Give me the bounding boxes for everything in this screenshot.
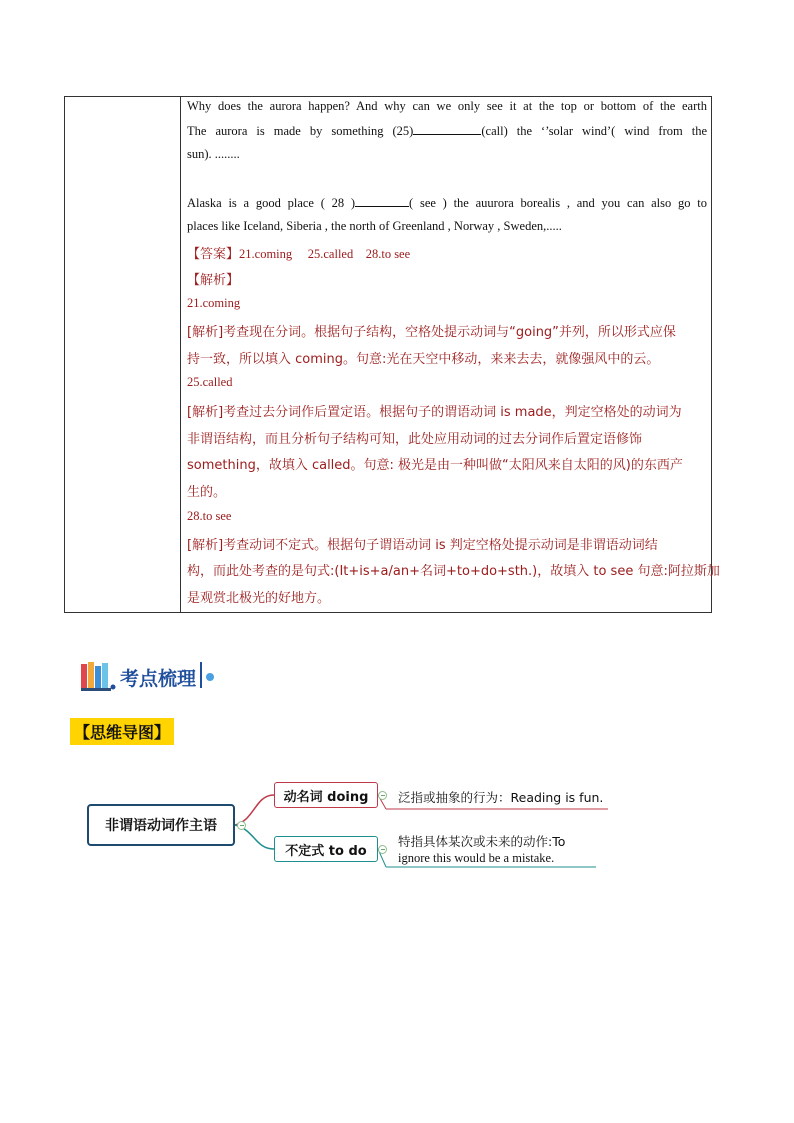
books-icon (80, 660, 116, 692)
mind-map-root: 非谓语动词作主语 (87, 804, 235, 846)
question-text: (call) the ‘’solar wind’( wind from the (481, 124, 708, 138)
question-text: Alaska is a good place ( 28 ) (187, 196, 356, 210)
mind-map-leaf-infinitive-line2: ignore this would be a mistake. (398, 851, 555, 865)
mindmap-label: 【思维导图】 (70, 718, 174, 745)
section-title: 考点梳理 (120, 668, 197, 690)
collapse-toggle-icon[interactable] (237, 821, 246, 830)
question-line-blank-25 (187, 123, 707, 139)
analysis-25-head: 25.called (187, 375, 233, 389)
title-bar-decoration (200, 662, 202, 688)
question-text: ( see ) the auurora borealis , and you can also go to (409, 196, 707, 210)
analysis-28-head: 28.to see (187, 509, 232, 523)
analysis-label: 【解析】 (187, 273, 240, 288)
analysis-21-line2: 持一致，所以填入 coming。句意:光在天空中移动，来来去去，就像强风中的云。 (187, 352, 660, 367)
analysis-28-line3: 是观赏北极光的好地方。 (187, 591, 331, 606)
analysis-25-line3: something，故填入 called。句意: 极光是由一种叫做“太阳风来自太阳的风)的东西产 (187, 458, 683, 473)
blank-28 (355, 195, 409, 207)
mind-map-leaf-gerund: 泛指或抽象的行为：Reading is fun. (398, 790, 604, 805)
answer-line (187, 243, 707, 262)
question-line: Why does the aurora happen? And why can we only see it at the top or bottom of the earth (187, 99, 707, 113)
blank-25 (413, 123, 481, 135)
answer-values: 21.coming 25.called 28.to see (239, 247, 411, 261)
analysis-28-line1: [解析]考查动词不定式。根据句子谓语动词 is 判定空格处提示动词是非谓语动词结 (187, 538, 658, 553)
question-line: sun). ........ (187, 147, 240, 161)
analysis-25-line1: [解析]考查过去分词作后置定语。根据句子的谓语动词 is made，判定空格处的动词为 (187, 405, 682, 420)
table-left-cell (65, 97, 181, 612)
question-text: The aurora is made by something (25) (187, 124, 414, 138)
question-line: places like Iceland, Siberia , the north of Greenland , Norway , Sweden,..... (187, 219, 562, 233)
analysis-21-head: 21.coming (187, 296, 241, 310)
mind-map-node-infinitive: 不定式 to do (274, 836, 378, 862)
mind-map (0, 760, 794, 900)
question-table (64, 96, 720, 613)
collapse-toggle-icon[interactable] (378, 791, 387, 800)
title-dot-decoration (206, 673, 214, 681)
mind-map-node-gerund: 动名词 doing (274, 782, 378, 808)
collapse-toggle-icon[interactable] (378, 845, 387, 854)
analysis-25-line4: 生的。 (187, 485, 227, 500)
answer-label: 【答案】 (187, 247, 240, 262)
analysis-28-line2: 构，而此处考查的是句式:(It+is+a/an+名词+to+do+sth.)，故填入 to see 句意:阿拉斯加 (187, 564, 720, 579)
analysis-21-line1: [解析]考查现在分词。根据句子结构，空格处提示动词与“going”并列，所以形式应保 (187, 325, 676, 340)
analysis-25-line2: 非谓语结构，而且分析句子结构可知，此处应用动词的过去分词作后置定语修饰 (187, 432, 643, 447)
question-line-blank-28 (187, 195, 707, 211)
mind-map-leaf-infinitive-line1: 特指具体某次或未来的动作:To (398, 834, 566, 849)
